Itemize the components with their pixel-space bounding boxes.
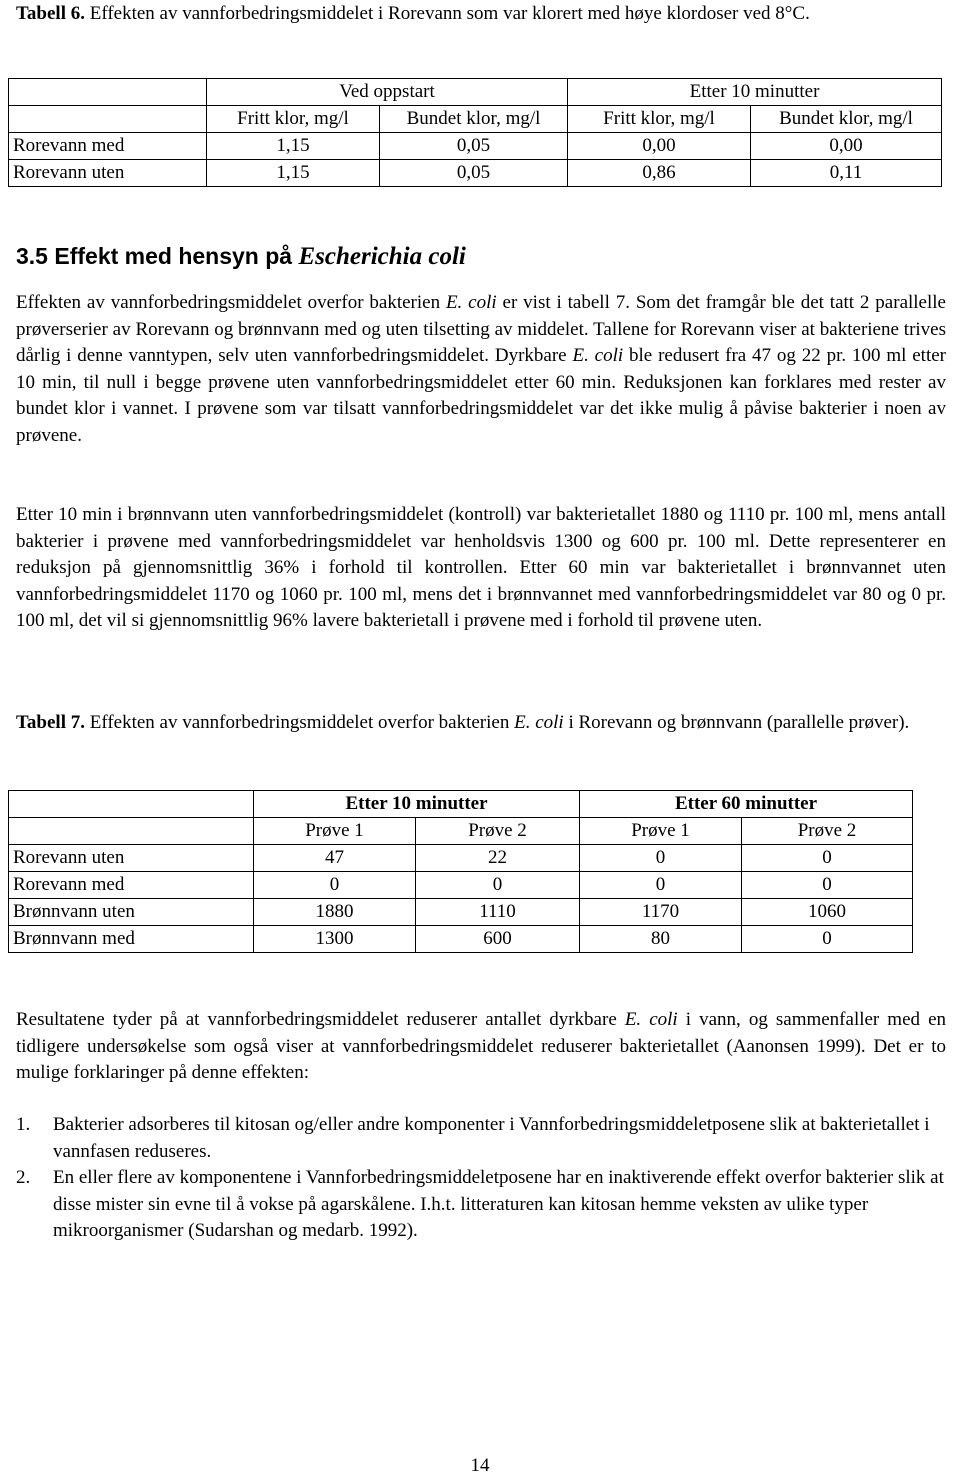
table6-caption-text: Effekten av vannforbedringsmiddelet i Rorevann som var klorert med høye klordoser ved 8°C. [85, 3, 810, 24]
table7-row [9, 872, 913, 899]
table6-row-label: Rorevann med [9, 133, 207, 160]
section-heading [16, 241, 466, 272]
paragraph-1 [16, 290, 946, 449]
table6-sub-header: Fritt klor, mg/l [568, 106, 751, 133]
table7-row-label: Brønnvann uten [9, 899, 254, 926]
section-heading-text: 3.5 Effekt med hensyn på [16, 243, 299, 269]
table6-cell: 0,86 [568, 160, 751, 187]
table7-cell: 0 [580, 845, 742, 872]
table7-group-header-row [9, 791, 913, 818]
table6-group-header: Etter 10 minutter [568, 79, 942, 106]
table6-sub-header: Bundet klor, mg/l [751, 106, 942, 133]
table7-caption-text: Effekten av vannforbedringsmiddelet overfor bakterien [85, 712, 515, 733]
paragraph-1-italic: E. coli [572, 345, 624, 366]
table6-sub-header: Fritt klor, mg/l [207, 106, 380, 133]
table7-group-header: Etter 10 minutter [254, 791, 580, 818]
list-item-number: 1. [16, 1114, 31, 1135]
table7-cell: 0 [254, 872, 416, 899]
table7-sub-header: Prøve 2 [416, 818, 580, 845]
paragraph-2: Etter 10 min i brønnvann uten vannforbedringsmiddelet (kontroll) var bakterietallet 1880 og 1110 pr. 100 ml, mens antall bakterier i prøvene med vannforbedringsmiddelet var henholdsvis 1300 og 600 pr. 100 ml. Dette representerer en reduksjon på gjennomsnittlig 36% i forhold til kontrollen. Etter 60 min var bakterietallet i brønnvannet uten vannforbedringsmiddelet 1170 og 1060 pr. 100 ml, mens det i brønnvannet med vannforbedringsmiddelet var 80 og 0 pr. 100 ml, det vil si gjennomsnittlig 96% lavere bakterietall i prøvene med i forhold til prøvene uten. [16, 504, 946, 631]
table7-sub-header: Prøve 1 [254, 818, 416, 845]
table6-cell: 0,11 [751, 160, 942, 187]
numbered-list [16, 1112, 951, 1245]
table7-row-label: Rorevann med [9, 872, 254, 899]
table7-cell: 0 [416, 872, 580, 899]
table6-row [9, 160, 942, 187]
table7-cell: 80 [580, 926, 742, 953]
table6-sub-header: Bundet klor, mg/l [380, 106, 568, 133]
table6-corner-cell [9, 106, 207, 133]
table7-row-label: Brønnvann med [9, 926, 254, 953]
table7-cell: 0 [742, 845, 913, 872]
table6-group-header-row [9, 79, 942, 106]
table7-cell: 47 [254, 845, 416, 872]
table7-caption [16, 710, 946, 737]
table6-corner-cell [9, 79, 207, 106]
table7-cell: 22 [416, 845, 580, 872]
list-item-number: 2. [16, 1167, 31, 1188]
paragraph-1-text: er vist i tabell 7. Som det framgår ble det tatt 2 parallelle prøverserier av Rorevann og brønnvann med og uten tilsetting av middelet. Tallene for Rorevann viser at bakteriene trives dårlig i denne vanntypen, selv uten vannforbedringsmiddelet. Dyrkbare [16, 292, 946, 366]
table7-cell: 0 [742, 872, 913, 899]
table7-cell: 1880 [254, 899, 416, 926]
table6-caption [16, 1, 946, 28]
list-item [16, 1165, 951, 1245]
table6 [8, 78, 942, 187]
table7-corner-cell [9, 791, 254, 818]
table6-cell: 0,00 [568, 133, 751, 160]
table6-row-label: Rorevann uten [9, 160, 207, 187]
section-heading-italic: Escherichia coli [298, 243, 466, 270]
table6-caption-label: Tabell 6. [16, 3, 85, 24]
table7-cell: 1060 [742, 899, 913, 926]
table6-cell: 0,00 [751, 133, 942, 160]
paragraph-1-text: Effekten av vannforbedringsmiddelet overfor bakterien [16, 292, 446, 313]
table7-caption-text: i Rorevann og brønnvann (parallelle prøver). [563, 712, 910, 733]
table7-sub-header: Prøve 2 [742, 818, 913, 845]
table7-row [9, 926, 913, 953]
list-item [16, 1112, 951, 1165]
table7-row [9, 899, 913, 926]
table7-group-header: Etter 60 minutter [580, 791, 913, 818]
table7-cell: 1300 [254, 926, 416, 953]
table6-cell: 1,15 [207, 160, 380, 187]
list-item-text: En eller flere av komponentene i Vannforbedringsmiddeletposene har en inaktiverende effekt overfor bakterier slik at disse mister sin evne til å vokse på agarskålene. I.h.t. litteraturen kan kitosan hemme veksten av ulike typer mikroorganismer (Sudarshan og medarb. 1992). [53, 1167, 944, 1241]
table7-sub-header: Prøve 1 [580, 818, 742, 845]
list-item-text: Bakterier adsorberes til kitosan og/eller andre komponenter i Vannforbedringsmiddeletposene slik at bakterietallet i vannfasen reduseres. [53, 1114, 930, 1162]
table6-cell: 0,05 [380, 133, 568, 160]
paragraph-3 [16, 1007, 946, 1087]
page-number: 14 [470, 1455, 490, 1476]
paragraph-3-text: i vann, og sammenfaller med en tidligere undersøkelse som også viser at vannforbedringsmiddelet reduserer bakterietallet (Aanonsen 1999). Det er to mulige forklaringer på denne effekten: [16, 1009, 946, 1083]
table7-corner-cell [9, 818, 254, 845]
table6-row [9, 133, 942, 160]
table7 [8, 790, 913, 953]
table7-row-label: Rorevann uten [9, 845, 254, 872]
table6-cell: 0,05 [380, 160, 568, 187]
table6-cell: 1,15 [207, 133, 380, 160]
paragraph-1-italic: E. coli [445, 292, 497, 313]
table6-group-header: Ved oppstart [207, 79, 568, 106]
table7-row [9, 845, 913, 872]
paragraph-1-text: ble redusert fra 47 og 22 pr. 100 ml etter 10 min, til null i begge prøvene uten vannforbedringsmiddelet etter 60 min. Reduksjonen kan forklares med rester av bundet klor i vannet. I prøvene som var tilsatt vannforbedringsmiddelet var det ikke mulig å påvise bakterier i noen av prøvene. [16, 345, 946, 446]
table7-cell: 1170 [580, 899, 742, 926]
paragraph-3-text: Resultatene tyder på at vannforbedringsmiddelet reduserer antallet dyrkbare [16, 1009, 625, 1030]
table7-sub-header-row [9, 818, 913, 845]
table6-sub-header-row [9, 106, 942, 133]
table7-cell: 0 [742, 926, 913, 953]
table7-cell: 1110 [416, 899, 580, 926]
table7-caption-italic: E. coli [514, 712, 564, 733]
table7-cell: 600 [416, 926, 580, 953]
paragraph-3-italic: E. coli [624, 1009, 678, 1030]
table7-cell: 0 [580, 872, 742, 899]
table7-caption-label: Tabell 7. [16, 712, 85, 733]
